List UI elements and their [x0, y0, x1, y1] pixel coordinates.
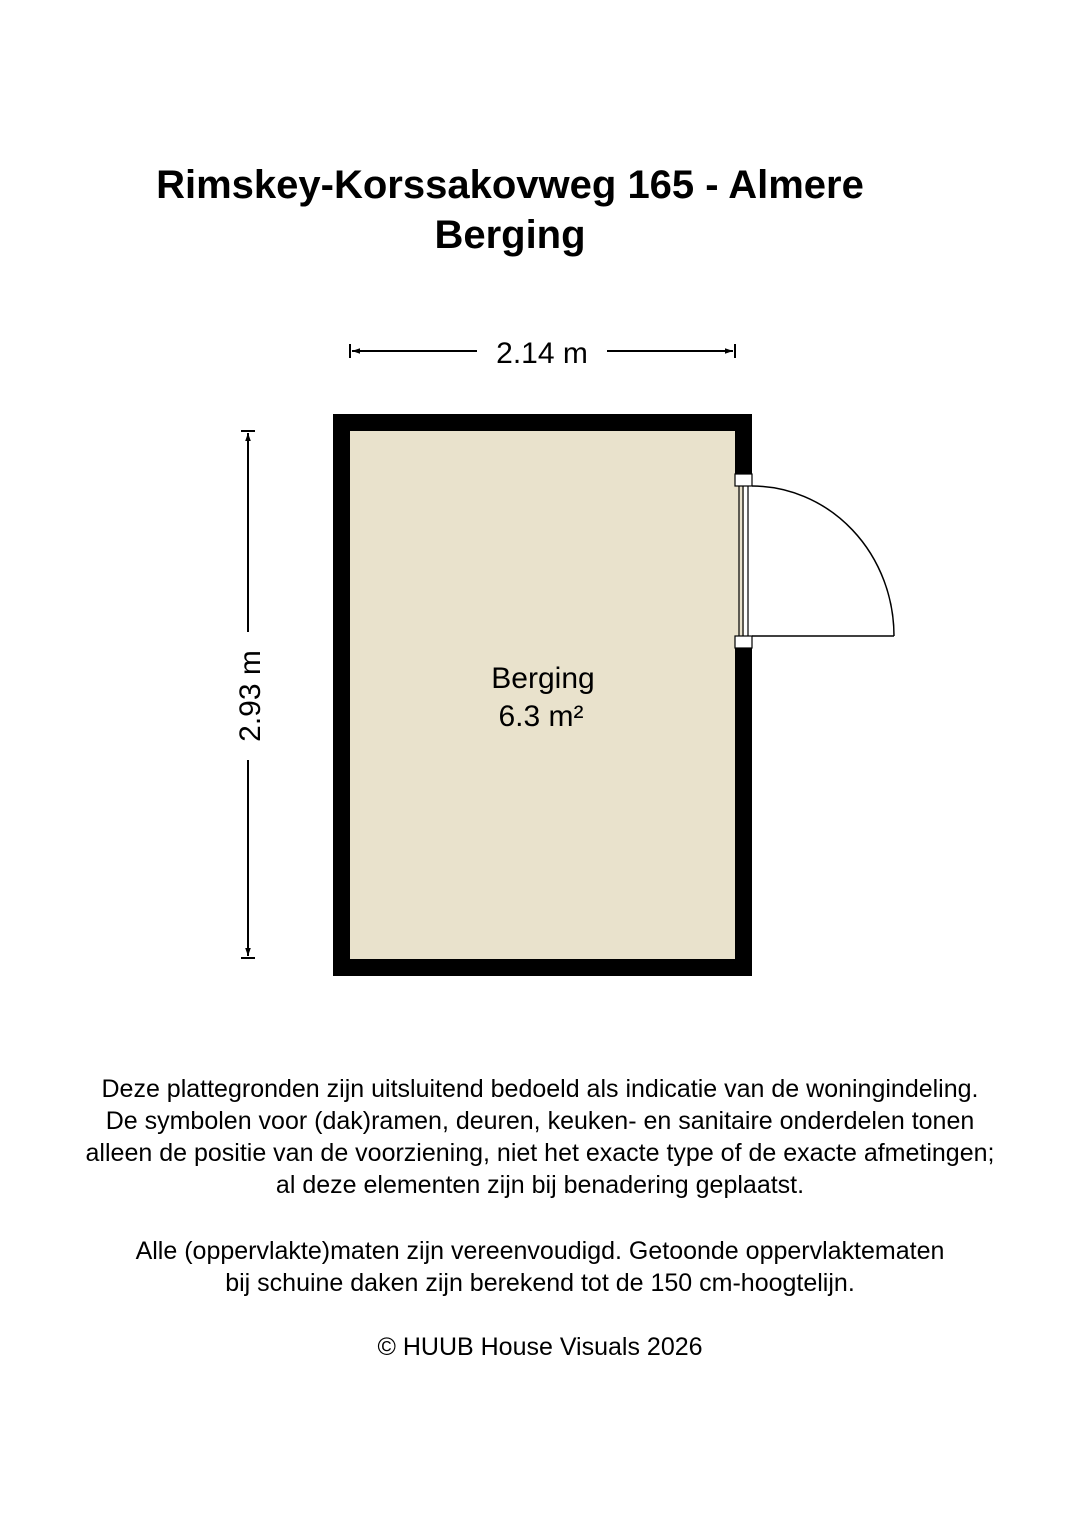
width-dimension [350, 337, 735, 370]
room-name-label: Berging [491, 662, 595, 695]
disclaimer-line: bij schuine daken zijn berekend tot de 150 cm-hoogtelijn. [225, 1269, 855, 1297]
width-dim-label: 2.14 m [496, 337, 588, 370]
disclaimer-line: Deze plattegronden zijn uitsluitend bedoeld als indicatie van de woningindeling. [101, 1075, 979, 1103]
disclaimer-line: Alle (oppervlakte)maten zijn vereenvoudigd. Getoonde oppervlaktematen [135, 1237, 945, 1265]
door [735, 474, 894, 648]
disclaimer-paragraph-2 [0, 1235, 1080, 1299]
wall-right-upper [735, 414, 752, 474]
disclaimer-paragraph-1 [0, 1073, 1080, 1201]
door-jamb-top [735, 474, 752, 486]
door-jamb-bottom [735, 636, 752, 648]
door-swing-arc [752, 486, 894, 636]
room-area-label: 6.3 m² [498, 700, 584, 733]
disclaimer-line: alleen de positie van de voorziening, niet het exacte type of de exacte afmetingen; [85, 1139, 995, 1167]
height-dim-label: 2.93 m [234, 650, 267, 742]
room-floor [342, 424, 744, 966]
floor-title: Berging [434, 213, 586, 257]
disclaimer-line: De symbolen voor (dak)ramen, deuren, keuken- en sanitaire onderdelen tonen [105, 1107, 975, 1135]
height-dimension [234, 431, 267, 958]
copyright-notice: © HUUB House Visuals 2026 [377, 1333, 703, 1361]
wall-left [333, 414, 350, 976]
wall-right-lower [735, 648, 752, 976]
disclaimer-line: al deze elementen zijn bij benadering geplaatst. [275, 1171, 805, 1199]
wall-top [333, 414, 752, 431]
wall-bottom [333, 959, 752, 976]
address-title: Rimskey-Korssakovweg 165 - Almere [156, 163, 864, 207]
